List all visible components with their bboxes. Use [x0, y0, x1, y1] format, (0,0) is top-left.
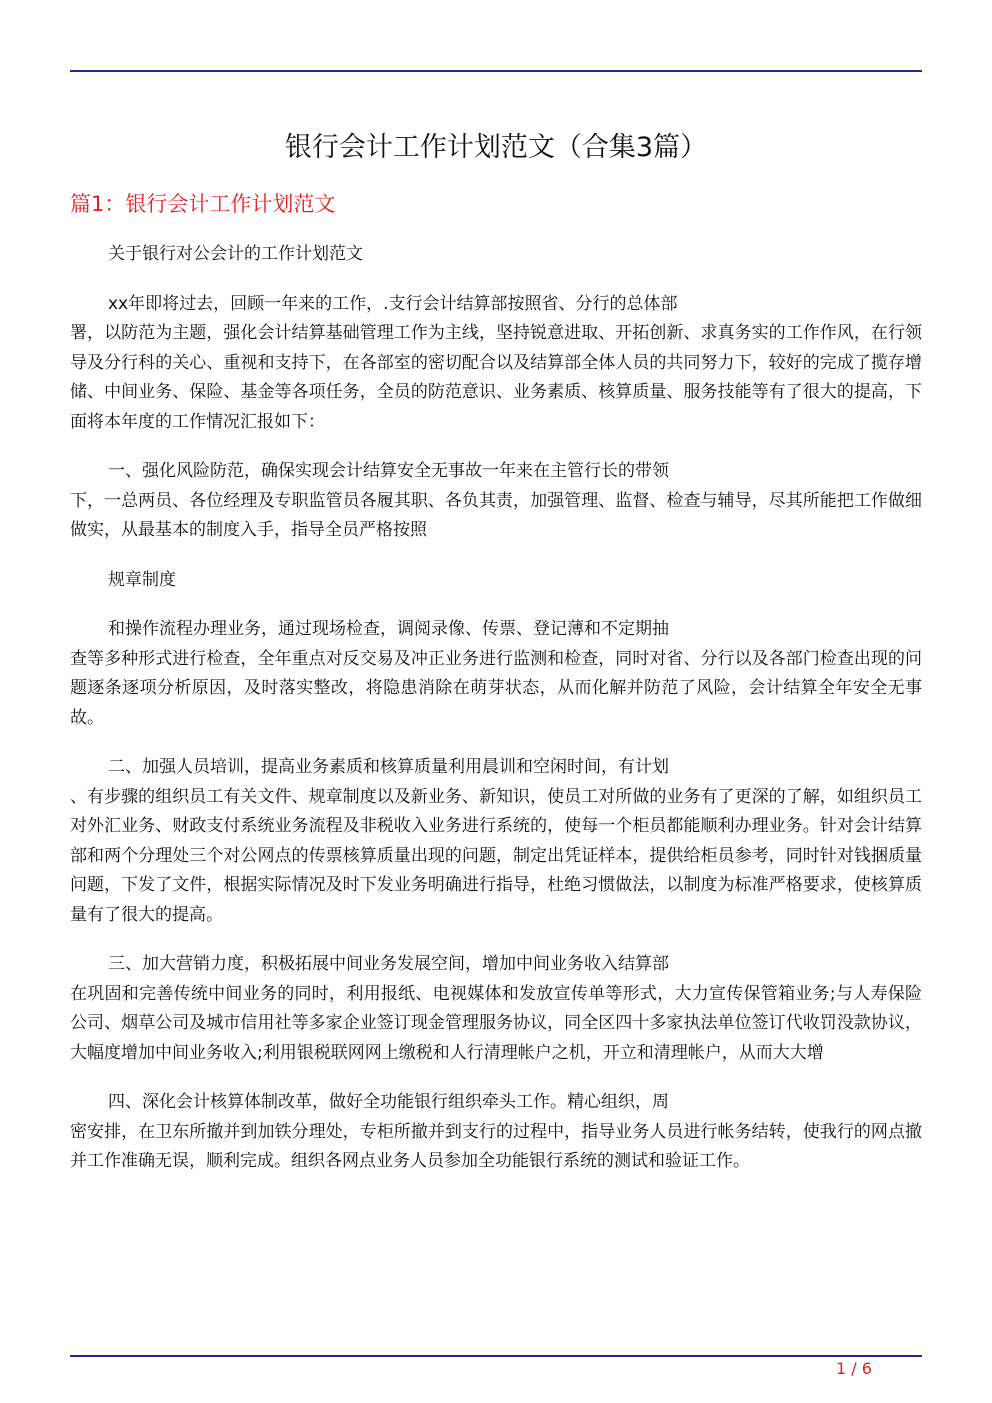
- paragraph-first-line: xx年即将过去，回顾一年来的工作，.支行会计结算部按照省、分行的总体部: [108, 293, 678, 314]
- paragraph: [70, 290, 922, 438]
- paragraph: [70, 457, 922, 546]
- paragraph: [70, 615, 922, 733]
- paragraph: [70, 566, 922, 596]
- paragraph-continuation: 查等多种形式进行检查，全年重点对反交易及冲正业务进行监测和检查，同时对省、分行以及各部门检查出现的问题逐条逐项分析原因，及时落实整改，将隐患消除在萌芽状态，从而化解并防范了风险，会计结算全年安全无事故。: [70, 648, 922, 728]
- document-title: 银行会计工作计划范文（合集3篇）: [284, 132, 708, 163]
- paragraph: [70, 240, 922, 270]
- paragraph-first-line: 一、强化风险防范，确保实现会计结算安全无事故一年来在主管行长的带领: [108, 461, 669, 481]
- paragraph: [70, 753, 922, 930]
- footer-rule: [70, 1355, 922, 1357]
- paragraph-continuation: 、有步骤的组织员工有关文件、规章制度以及新业务、新知识，使员工对所做的业务有了更深的了解，如组织员工对外汇业务、财政支付系统业务流程及非税收入业务进行系统的，使每一个柜员都能顺利办理业务。针对会计结算部和两个分理处三个对公网点的传票核算质量出现的问题，制定出凭证样本，提供给柜员参考，同时针对钱捆质量问题，下发了文件，根据实际情况及时下发业务明确进行指导，杜绝习惯做法，以制度为标准严格要求，使核算质量有了很大的提高。: [70, 786, 922, 925]
- paragraph-first-line: 四、深化会计核算体制改革，做好全功能银行组织牵头工作。精心组织，周: [108, 1092, 669, 1112]
- paragraph-first-line: 和操作流程办理业务，通过现场检查，调阅录像、传票、登记薄和不定期抽: [108, 619, 669, 639]
- paragraph-first-line: 三、加大营销力度，积极拓展中间业务发展空间，增加中间业务收入结算部: [108, 954, 669, 974]
- paragraph-first-line: 二、加强人员培训，提高业务素质和核算质量利用晨训和空闲时间，有计划: [108, 757, 669, 777]
- header-rule: [70, 70, 922, 72]
- paragraph-first-line: 关于银行对公会计的工作计划范文: [108, 244, 363, 264]
- paragraph-continuation: 密安排，在卫东所撤并到加铁分理处，专柜所撤并到支行的过程中，指导业务人员进行帐务结转，使我行的网点撤并工作准确无误，顺利完成。组织各网点业务人员参加全功能银行系统的测试和验证工作。: [70, 1121, 922, 1171]
- paragraph-first-line: 规章制度: [108, 569, 176, 590]
- paragraph: [70, 1088, 922, 1177]
- section-heading: 篇1：银行会计工作计划范文: [70, 192, 336, 216]
- paragraph-continuation: 署，以防范为主题，强化会计结算基础管理工作为主线，坚持锐意进取、开拓创新、求真务实的工作作风，在行领导及分行科的关心、重视和支持下，在各部室的密切配合以及结算部全体人员的共同努力下，较好的完成了揽存增储、中间业务、保险、基金等各项任务，全员的防范意识、业务素质、核算质量、服务技能等有了很大的提高，下面将本年度的工作情况汇报如下：: [70, 323, 922, 432]
- paragraph-continuation: 在巩固和完善传统中间业务的同时，利用报纸、电视媒体和发放宣传单等形式，大力宣传保管箱业务;与人寿保险公司、烟草公司及城市信用社等多家企业签订现金管理服务协议，同全区四十多家执法单位签订代收罚没款协议，大幅度增加中间业务收入;利用银税联网网上缴税和人行清理帐户之机，开立和清理帐户，从而大大增: [70, 983, 922, 1063]
- paragraph-continuation: 下，一总两员、各位经理及专职监管员各履其职、各负其责，加强管理、监督、检查与辅导，尽其所能把工作做细做实，从最基本的制度入手，指导全员严格按照: [70, 490, 922, 540]
- paragraph: [70, 950, 922, 1068]
- page-number: 1 / 6: [836, 1359, 872, 1378]
- document-body: [70, 240, 922, 1197]
